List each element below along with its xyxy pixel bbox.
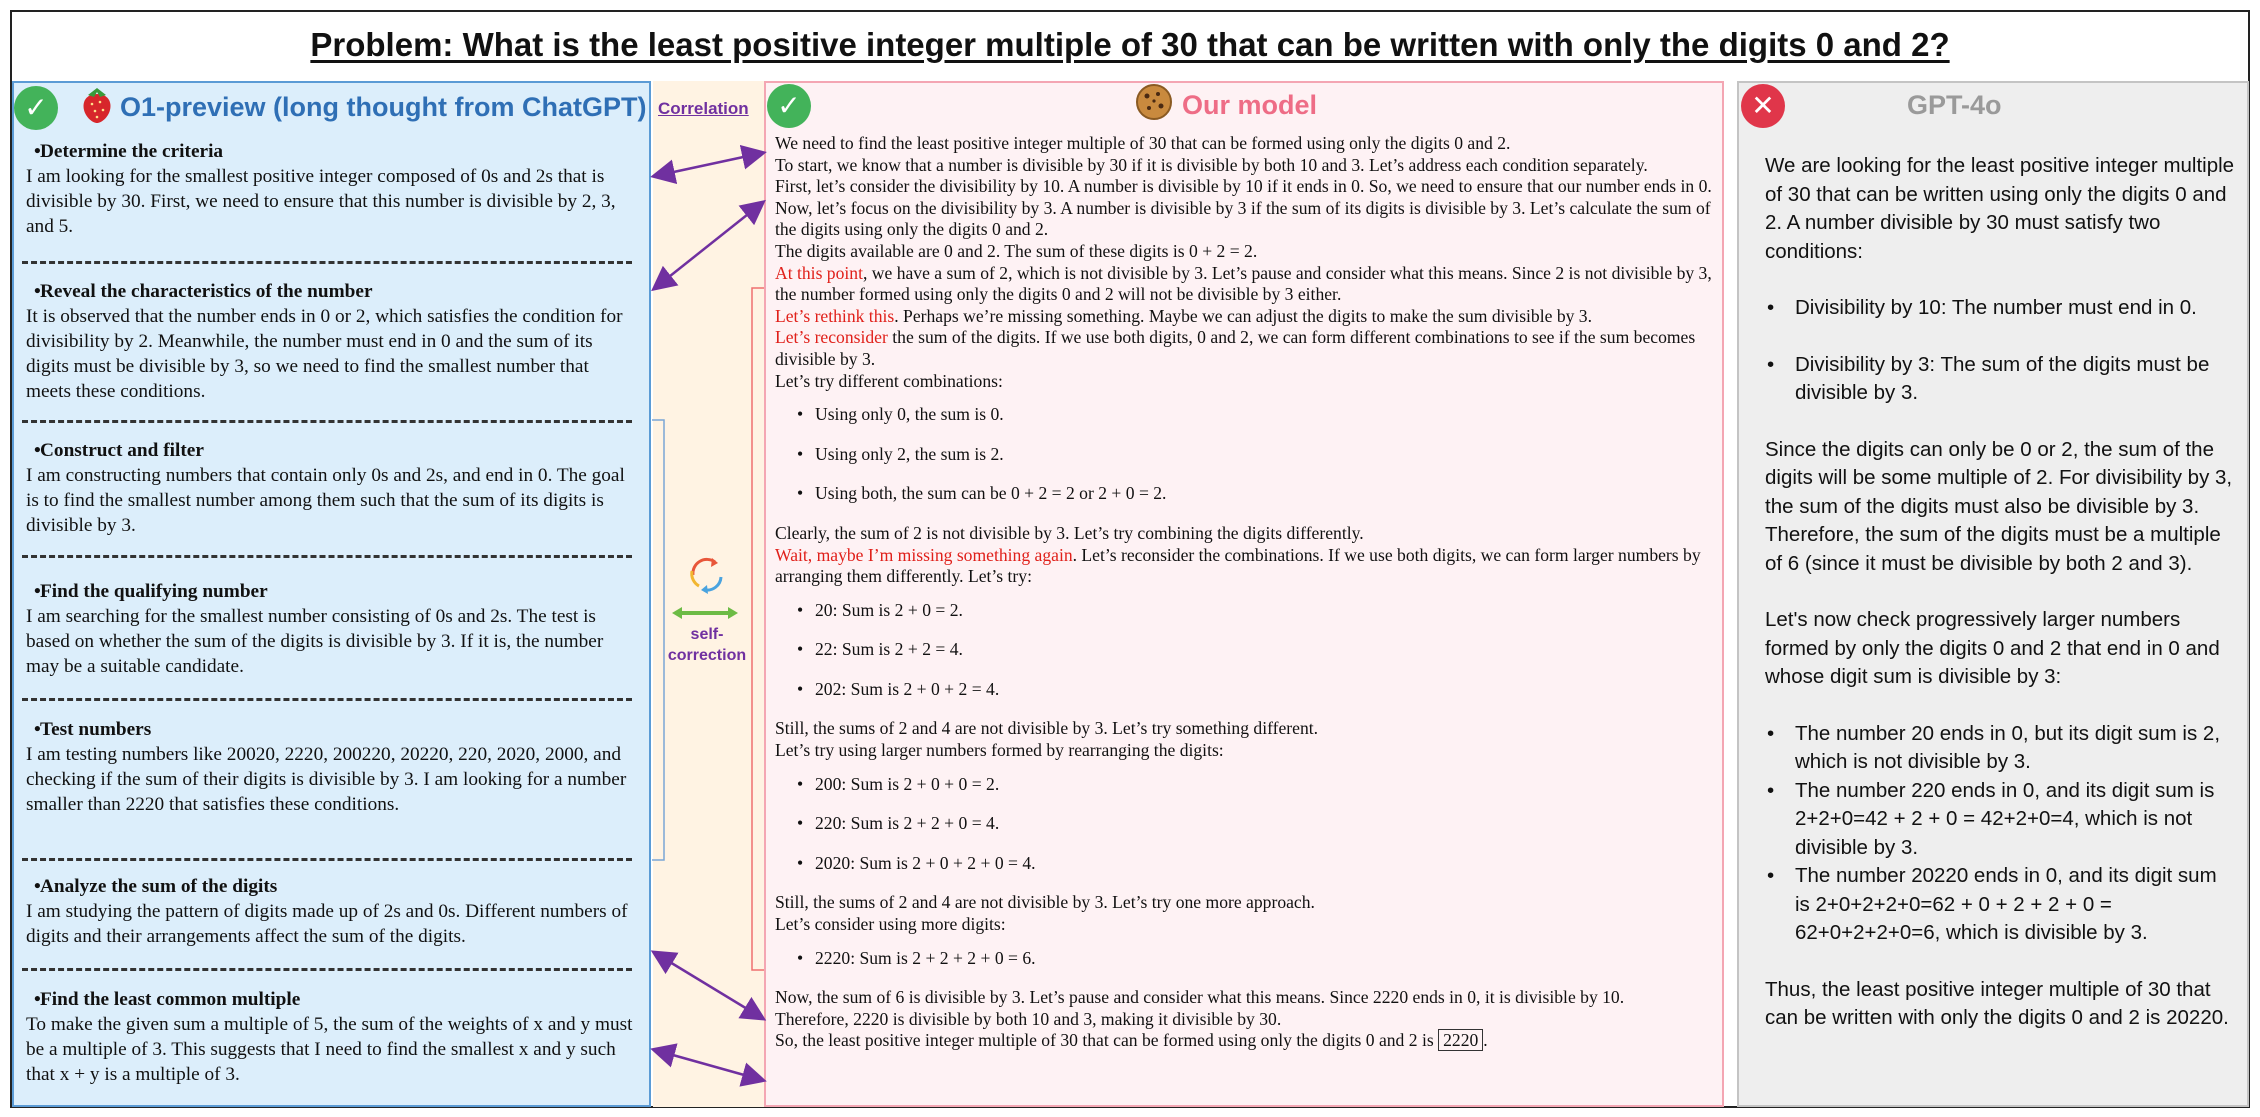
- reflection-phrase: Let’s rethink this: [775, 305, 895, 326]
- step-text: I am searching for the smallest number consisting of 0s and 2s. The test is based on whether the sum of the digits is divisible by 3. If it is, the number may be a suitable candidate.: [26, 606, 604, 677]
- answer-paragraph: Since the digits can only be 0 or 2, the sum of the digits will be some multiple of 2. For divisibility by 3, the sum of the digits must also be divisible by 3. Therefore, the sum of the digits must be a multiple of 6 (since it must be divisible by both 2 and 3).: [1765, 437, 2233, 575]
- reasoning-line: At this point, we have a sum of 2, which is not divisible by 3. Let’s pause and consider what this means. Since 2 is not divisible by 3, the number formed using only the digits 0 and 2 will not be divisible by 3 either.: [775, 262, 1712, 305]
- reasoning-line: We need to find the least positive integer multiple of 30 that can be formed using only the digits 0 and 2.: [775, 133, 1511, 153]
- list-item: • 2020: Sum is 2 + 0 + 2 + 0 = 4.: [775, 853, 1720, 875]
- reflection-phrase: At this point: [775, 262, 863, 283]
- answer-paragraph: Let's now check progressively larger numbers formed by only the digits 0 and 2 that end in 0 and whose digit sum is divisible by 3:: [1765, 608, 2220, 688]
- step-title: • Determine the criteria: [26, 139, 636, 164]
- reasoning-line: Now, the sum of 6 is divisible by 3. Let’s pause and consider what this means. Since 2220 ends in 0, it is divisible by 10.: [775, 987, 1625, 1008]
- list-item: • 2220: Sum is 2 + 2 + 2 + 0 = 6.: [775, 948, 1720, 970]
- step-title: • Find the least common multiple: [26, 987, 636, 1012]
- step-title: • Analyze the sum of the digits: [26, 874, 636, 899]
- step-text: I am testing numbers like 20020, 2220, 200220, 20220, 220, 2020, 2000, and checking if the sum of their digits is divisible by 3. I am looking for a number smaller than 2220 that satisfies these conditions.: [26, 744, 627, 815]
- reasoning-line: So, the least positive integer multiple of 30 that can be formed using only the digits 0 and 2 is 2220 .: [775, 1030, 1488, 1051]
- step-text: To make the given sum a multiple of 5, the sum of the weights of x and y must be a multiple of 3. This suggests that I need to find the smallest x and y such that x + y is a multiple of 3.: [26, 1014, 633, 1085]
- step-title: • Construct and filter: [26, 438, 636, 463]
- reflection-phrase: Let’s reconsider: [775, 327, 888, 348]
- list-item: • 220: Sum is 2 + 2 + 0 = 4.: [775, 813, 1720, 835]
- list-item: • 20: Sum is 2 + 0 = 2.: [775, 600, 1720, 622]
- reasoning-line: Let’s reconsider the sum of the digits. If we use both digits, 0 and 2, we can form different combinations to see if the sum becomes divisible by 3.: [775, 327, 1696, 369]
- list-item: • The number 20 ends in 0, but its digit sum is 2, which is not divisible by 3.: [1765, 720, 2235, 777]
- list-item: • The number 220 ends in 0, and its digit sum is 2+2+0=42 + 2 + 0 = 42+2+0=4, which is not divisible by 3.: [1765, 777, 2235, 863]
- final-answer-box: 2220: [1438, 1029, 1483, 1051]
- list-item: • Using only 2, the sum is 2.: [775, 444, 1720, 466]
- reasoning-line: Therefore, 2220 is divisible by both 10 and 3, making it divisible by 30.: [775, 1008, 1282, 1029]
- gpt-4o-heading: GPT-4o: [1907, 90, 2002, 120]
- reasoning-line: Clearly, the sum of 2 is not divisible by 3. Let’s try combining the digits differently.: [775, 522, 1364, 543]
- step-text: I am studying the pattern of digits made up of 2s and 0s. Different numbers of digits and their arrangements affect the sum of the digits.: [26, 901, 628, 947]
- reasoning-line: Let’s try using larger numbers formed by rearranging the digits:: [775, 740, 1224, 761]
- reasoning-line: Let’s try different combinations:: [775, 370, 1003, 391]
- step-title: • Reveal the characteristics of the number: [26, 279, 636, 304]
- problem-title: Problem: What is the least positive integer multiple of 30 that can be written with only the digits 0 and 2?: [310, 26, 1950, 63]
- reasoning-line: First, let’s consider the divisibility by 10. A number is divisible by 10 if it ends in 0. So, we need to ensure that our number ends in 0.: [775, 176, 1712, 197]
- check-icon: ✓: [767, 84, 811, 128]
- step-text: I am constructing numbers that contain only 0s and 2s, and end in 0. The goal is to find the smallest number among them such that the sum of its digits is divisible by 3.: [26, 465, 625, 536]
- reasoning-line: Still, the sums of 2 and 4 are not divisible by 3. Let’s try one more approach.: [775, 892, 1315, 913]
- list-item: • Using both, the sum can be 0 + 2 = 2 or 2 + 0 = 2.: [775, 483, 1720, 505]
- step-text: It is observed that the number ends in 0 or 2, which satisfies the condition for divisibility by 2. Meanwhile, the number must end in 0 and the sum of its digits must be divisible by 3, so we need to find the smallest number that meets these conditions.: [26, 306, 623, 402]
- self-correction-label: self- correction: [667, 626, 747, 664]
- reasoning-line: Now, let’s focus on the divisibility by 3. A number is divisible by 3 if the sum of its digits is divisible by 3. Let’s calculate the sum of the digits using only the digits 0 and 2.: [775, 197, 1711, 240]
- reasoning-line: The digits available are 0 and 2. The sum of these digits is 0 + 2 = 2.: [775, 240, 1258, 261]
- list-item: • 200: Sum is 2 + 0 + 0 = 2.: [775, 774, 1720, 796]
- our-model-heading: Our model: [1182, 90, 1318, 120]
- list-item: • 202: Sum is 2 + 0 + 2 = 4.: [775, 679, 1720, 701]
- reasoning-line: Wait, maybe I’m missing something again. Let’s reconsider the combinations. If we use both digits, we can form larger numbers by arranging them differently. Let’s try:: [775, 544, 1701, 587]
- cross-icon: ✕: [1741, 84, 1785, 128]
- step-text: I am looking for the smallest positive integer composed of 0s and 2s that is divisible by 30. First, we need to ensure that this number is divisible by 2, 3, and 5.: [26, 166, 616, 237]
- answer-paragraph: Thus, the least positive integer multiple of 30 that can be written with only the digits 0 and 2 is 20220.: [1765, 977, 2229, 1029]
- list-item: • 22: Sum is 2 + 2 = 4.: [775, 639, 1720, 661]
- list-item: • The number 20220 ends in 0, and its digit sum is 2+0+2+2+0=62 + 0 + 2 + 2 + 0 = 62+0+2+2+0=6, which is divisible by 3.: [1765, 862, 2235, 948]
- answer-paragraph: We are looking for the least positive integer multiple of 30 that can be written using only the digits 0 and 2. A number divisible by 30 must satisfy two conditions:: [1765, 154, 2235, 263]
- step-title: • Test numbers: [26, 717, 636, 742]
- reasoning-line: To start, we know that a number is divisible by 30 if it is divisible by both 10 and 3. Let’s address each condition separately.: [775, 154, 1648, 175]
- check-icon: ✓: [14, 86, 58, 130]
- reflection-phrase: Wait, maybe I’m missing something again: [775, 544, 1073, 565]
- correlation-label: Correlation: [658, 99, 749, 118]
- step-title: • Find the qualifying number: [26, 579, 636, 604]
- o1-preview-heading: O1-preview (long thought from ChatGPT): [120, 92, 647, 122]
- list-item: • Using only 0, the sum is 0.: [775, 404, 1720, 426]
- list-item: • Divisibility by 3: The sum of the digits must be divisible by 3.: [1765, 351, 2235, 408]
- list-item: • Divisibility by 10: The number must end in 0.: [1765, 294, 2235, 323]
- reasoning-line: Let’s consider using more digits:: [775, 914, 1006, 935]
- reasoning-line: Still, the sums of 2 and 4 are not divisible by 3. Let’s try something different.: [775, 718, 1319, 739]
- reasoning-line: Let’s rethink this. Perhaps we’re missing something. Maybe we can adjust the digits to make the sum divisible by 3.: [775, 305, 1593, 326]
